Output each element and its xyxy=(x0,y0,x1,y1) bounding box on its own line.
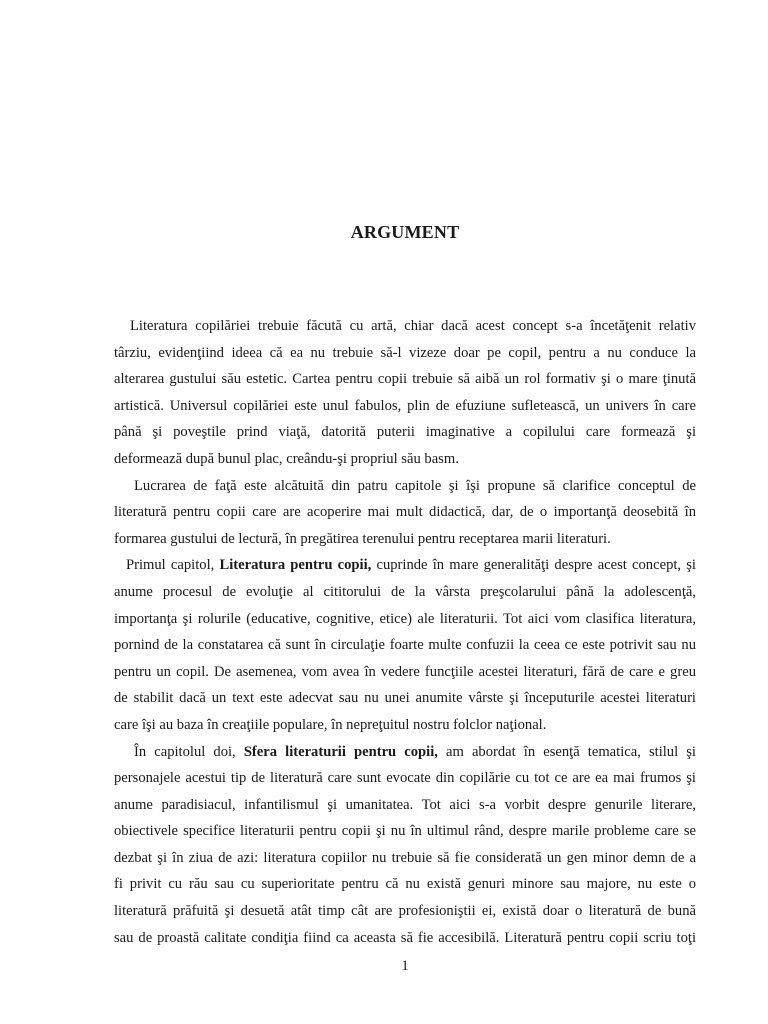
text-line: târziu, evidenţiind ideea că ea nu trebuie să-l vizeze doar pe copil, pentru a nu conduce la xyxy=(114,344,696,361)
text-line: până şi poveştile prind viaţă, datorită puterii imaginative a copilului care formează şi xyxy=(114,424,696,441)
text-line: anume paradisiacul, infantilismul şi umanitatea. Tot aici s-a vorbit despre genurile literare, xyxy=(114,796,696,813)
text-span: am abordat în esenţă tematica, stilul şi xyxy=(437,743,696,760)
text-span: Primul capitol, xyxy=(126,557,220,574)
text-line: dezbat şi în ziua de azi: literatura copiilor nu trebuie să fie considerată un gen minor demn de a xyxy=(114,849,696,866)
text-line: anume procesul de evoluţie al cititorului de la vârsta preşcolarului până la adolescenţă, xyxy=(114,583,696,600)
text-span: În capitolul doi, xyxy=(134,743,244,760)
text-line: care îşi au baza în creaţiile populare, în nepreţuitul nostru folclor naţional. xyxy=(114,716,547,733)
page-number: 1 xyxy=(401,958,409,974)
text-line xyxy=(114,552,696,579)
text-line: artistică. Universul copilăriei este unul fabulos, plin de efuziune sufletească, un univers în care xyxy=(114,397,696,414)
text-line: formarea gustului de lectură, în pregătirea terenului pentru receptarea marii literaturi. xyxy=(114,530,611,547)
text-line: sau de proastă calitate condiţia fiind ca aceasta să fie accesibilă. Literatură pentru copii scriu toţi xyxy=(114,929,696,946)
text-line: literatură pentru copii care are acoperire mai mult didactică, dar, de o importanţă deosebită în xyxy=(114,504,696,521)
text-span: cuprinde în mare generalităţi despre acest concept, şi xyxy=(371,557,696,574)
paragraph-2 xyxy=(114,473,696,553)
paragraph-1 xyxy=(114,313,696,473)
paragraph-4 xyxy=(114,739,696,952)
text-line: pornind de la constatarea că sunt în circulaţie foarte multe confuzii la ceea ce este potrivit sau nu xyxy=(114,637,696,654)
text-line: literatură prăfuită şi desuetă atât timp cât are profesioniştii ei, există doar o literatură de bună xyxy=(114,903,696,920)
text-line: Literatura copilăriei trebuie făcută cu artă, chiar dacă acest concept s-a încetăţenit relativ xyxy=(130,318,696,334)
text-line: alterarea gustului său estetic. Cartea pentru copii trebuie să aibă un rol formativ şi o mare ţinută xyxy=(114,371,696,388)
text-line: personajele acestui tip de literatură care sunt evocate din copilărie cu tot ce are ea mai frumos şi xyxy=(114,770,696,787)
text-line: obiectivele specifice literaturii pentru copii şi nu în ultimul rând, despre marile probleme care se xyxy=(114,823,696,840)
document-title: ARGUMENT xyxy=(350,222,460,242)
text-line: fi privit cu rău sau cu superioritate pentru că nu există genuri minore sau majore, nu este o xyxy=(114,876,696,893)
paragraph-3 xyxy=(114,552,696,738)
text-line: de stabilit dacă un text este adecvat sau nu unei anumite vârste şi începuturile acestei literaturi xyxy=(114,690,696,707)
chapter-title-bold: Sfera literaturii pentru copii, xyxy=(243,743,438,760)
document-body xyxy=(114,313,696,951)
text-line: deformează după bunul plac, creându-şi propriul său basm. xyxy=(114,450,459,467)
text-line xyxy=(114,739,696,766)
text-line: importanţa şi rolurile (educative, cognitive, etice) ale literaturii. Tot aici vom clasifica literatura, xyxy=(114,610,696,627)
text-line: pentru un copil. De asemenea, vom avea în vedere funcţiile acestei literaturi, fără de care e greu xyxy=(114,663,696,680)
chapter-title-bold: Literatura pentru copii, xyxy=(219,557,372,574)
text-line: Lucrarea de faţă este alcătuită din patru capitole şi îşi propune să clarifice conceptul de xyxy=(134,477,696,494)
